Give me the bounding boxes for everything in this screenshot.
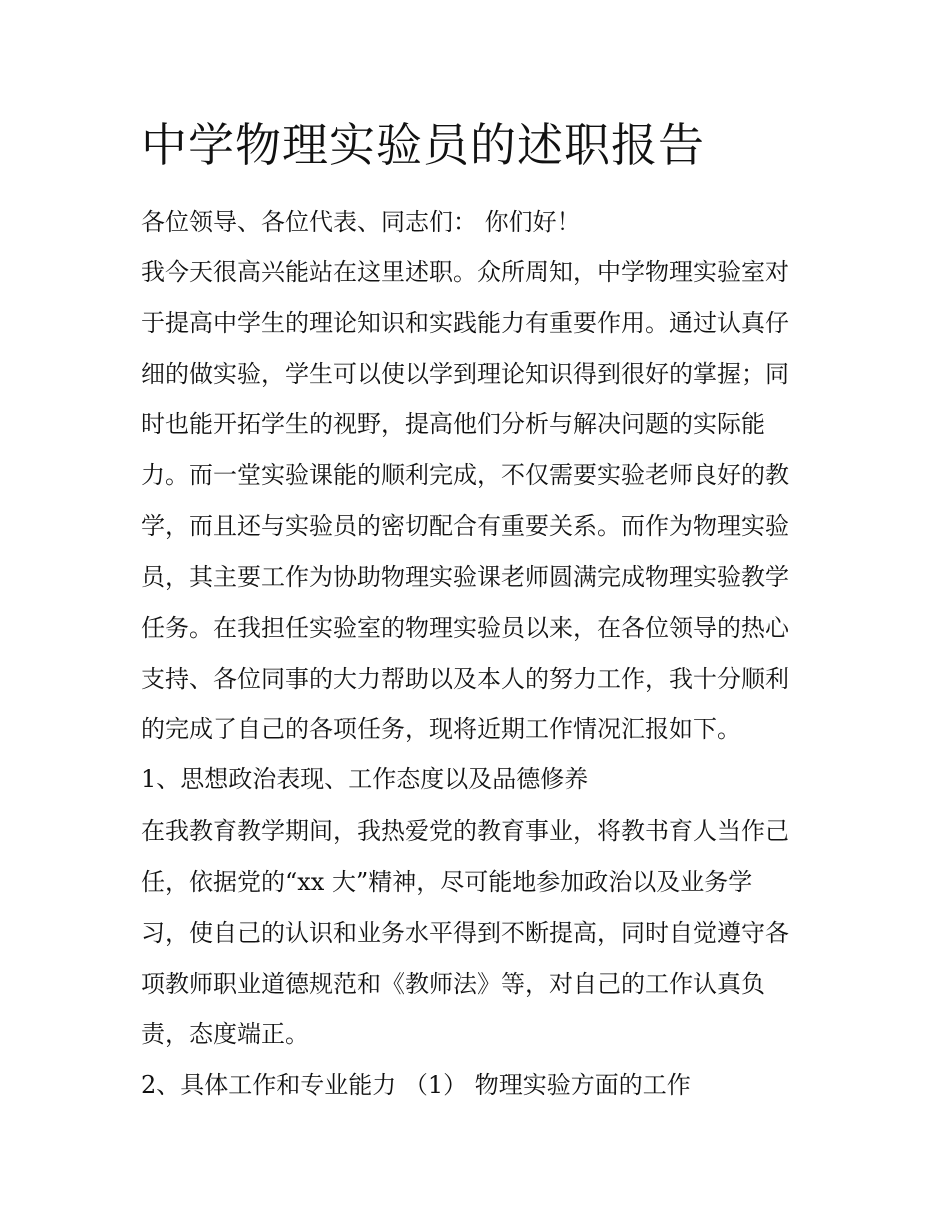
body-line: 任，依据党的“xx 大”精神，尽可能地参加政治以及业务学: [141, 868, 753, 896]
body-line: 学，而且还与实验员的密切配合有重要关系。而作为物理实验: [141, 512, 789, 540]
body-line: 习，使自己的认识和业务水平得到不断提高，同时自觉遵守各: [141, 919, 789, 947]
document-title: 中学物理实验员的述职报告: [141, 118, 705, 172]
body-line: 的完成了自己的各项任务，现将近期工作情况汇报如下。: [141, 715, 741, 743]
body-line: 于提高中学生的理论知识和实践能力有重要作用。通过认真仔: [141, 309, 789, 337]
greeting-line: 各位领导、各位代表、同志们： 你们好！: [141, 208, 581, 236]
section-heading-1: 1、思想政治表现、工作态度以及品德修养: [141, 765, 589, 793]
body-line: 细的做实验，学生可以使以学到理论知识得到很好的掌握；同: [141, 360, 789, 388]
body-line: 责，态度端正。: [141, 1020, 309, 1048]
body-line: 员，其主要工作为协助物理实验课老师圆满完成物理实验教学: [141, 563, 789, 591]
body-line: 力。而一堂实验课能的顺利完成，不仅需要实验老师良好的教: [141, 461, 789, 489]
body-line: 在我教育教学期间，我热爱党的教育事业，将教书育人当作己: [141, 817, 789, 845]
section-heading-2: 2、具体工作和专业能力 （1） 物理实验方面的工作: [141, 1071, 691, 1099]
body-line: 项教师职业道德规范和《教师法》等，对自己的工作认真负: [141, 970, 765, 998]
body-line: 任务。在我担任实验室的物理实验员以来，在各位领导的热心: [141, 614, 789, 642]
body-line: 时也能开拓学生的视野，提高他们分析与解决问题的实际能: [141, 410, 765, 438]
body-line: 我今天很高兴能站在这里述职。众所周知，中学物理实验室对: [141, 258, 789, 286]
body-line: 支持、各位同事的大力帮助以及本人的努力工作，我十分顺利: [141, 665, 789, 693]
